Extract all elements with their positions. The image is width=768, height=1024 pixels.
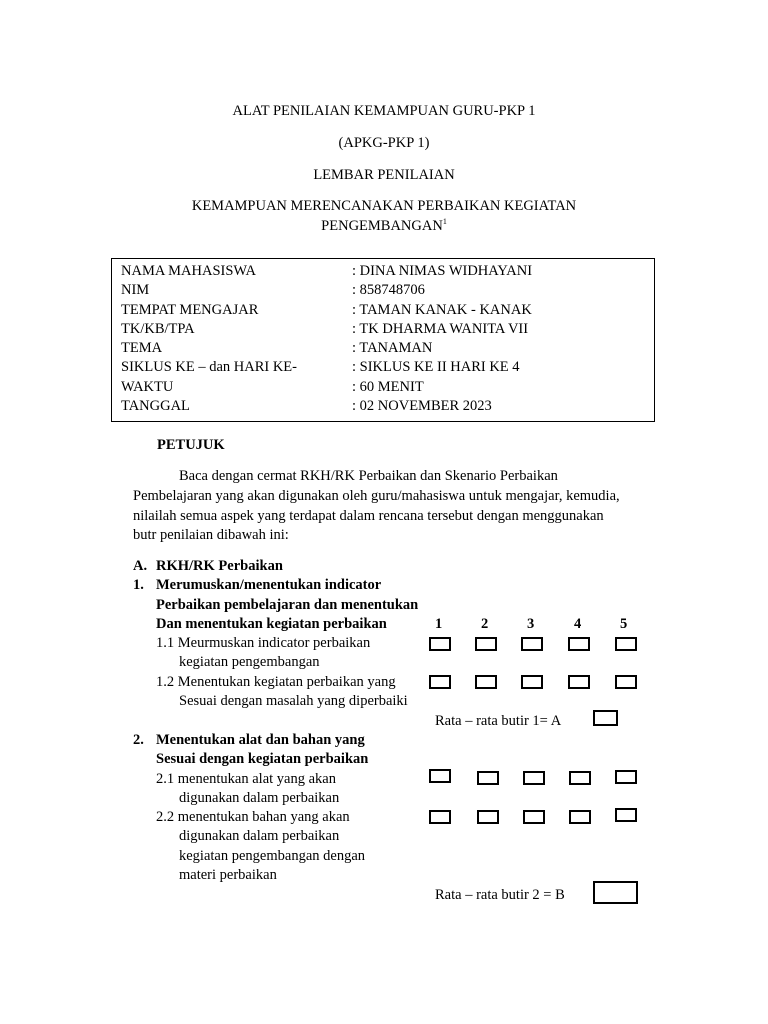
instructions-line: Pembelajaran yang akan digunakan oleh guru/mahasiswa untuk mengajar, kemudia, xyxy=(133,488,620,504)
score-box-2-1-1[interactable] xyxy=(429,769,451,783)
score-box-2-1-4[interactable] xyxy=(569,771,591,785)
item1-heading: Merumuskan/menentukan indicator xyxy=(156,577,382,593)
item2-number: 2. xyxy=(133,732,144,748)
section-a-title: RKH/RK Perbaikan xyxy=(156,558,283,574)
score-box-2-1-2[interactable] xyxy=(477,771,499,785)
item1-1-text: kegiatan pengembangan xyxy=(179,654,320,670)
item1-heading: Perbaikan pembelajaran dan menentukan xyxy=(156,597,419,613)
score-box-1-1-4[interactable] xyxy=(568,637,590,651)
item1-average-box[interactable] xyxy=(593,710,618,726)
info-label-place: TEMPAT MENGAJAR xyxy=(121,302,259,318)
doc-title: ALAT PENILAIAN KEMAMPUAN GURU-PKP 1 xyxy=(232,103,536,119)
score-box-2-1-5[interactable] xyxy=(615,770,637,784)
item2-average-label: Rata – rata butir 2 = B xyxy=(435,887,565,903)
scale-label-1: 1 xyxy=(435,616,443,632)
item2-2-text: kegiatan pengembangan dengan xyxy=(179,848,366,864)
competency-title-line2: PENGEMBANGAN$^1$ xyxy=(321,217,447,234)
score-box-1-1-3[interactable] xyxy=(521,637,543,651)
score-box-1-2-5[interactable] xyxy=(615,675,637,689)
score-box-1-2-4[interactable] xyxy=(568,675,590,689)
item2-heading: Sesuai dengan kegiatan perbaikan xyxy=(156,751,369,767)
score-box-2-2-1[interactable] xyxy=(429,810,451,824)
item1-1-text: 1.1 Meurmuskan indicator perbaikan xyxy=(156,635,371,651)
score-box-1-2-2[interactable] xyxy=(475,675,497,689)
scale-label-5: 5 xyxy=(620,616,628,632)
item1-2-text: 1.2 Menentukan kegiatan perbaikan yang xyxy=(156,674,396,690)
info-value-cycle: : SIKLUS KE II HARI KE 4 xyxy=(352,359,520,375)
item2-2-text: digunakan dalam perbaikan xyxy=(179,828,340,844)
item2-heading: Menentukan alat dan bahan yang xyxy=(156,732,365,748)
score-box-1-2-1[interactable] xyxy=(429,675,451,689)
item1-number: 1. xyxy=(133,577,144,593)
item2-2-text: materi perbaikan xyxy=(179,867,277,883)
info-value-time: : 60 MENIT xyxy=(352,379,424,395)
scale-label-4: 4 xyxy=(574,616,582,632)
instructions-line: Baca dengan cermat RKH/RK Perbaikan dan Skenario Perbaikan xyxy=(179,468,558,484)
info-value-place: : TAMAN KANAK - KANAK xyxy=(352,302,532,318)
scale-label-3: 3 xyxy=(527,616,535,632)
instructions-line: butr penilaian dibawah ini: xyxy=(133,527,289,543)
info-label-nim: NIM xyxy=(121,282,150,298)
item1-heading: Dan menentukan kegiatan perbaikan xyxy=(156,616,387,632)
info-label-name: NAMA MAHASISWA xyxy=(121,263,256,279)
score-box-1-2-3[interactable] xyxy=(521,675,543,689)
info-value-school: : TK DHARMA WANITA VII xyxy=(352,321,529,337)
info-value-theme: : TANAMAN xyxy=(352,340,433,356)
info-label-theme: TEMA xyxy=(121,340,163,356)
score-box-1-1-2[interactable] xyxy=(475,637,497,651)
item2-2-text: 2.2 menentukan bahan yang akan xyxy=(156,809,350,825)
instructions-line: nilailah semua aspek yang terdapat dalam rencana tersebut dengan menggunakan xyxy=(133,508,604,524)
info-label-cycle: SIKLUS KE – dan HARI KE- xyxy=(121,359,297,375)
info-value-nim: : 858748706 xyxy=(352,282,425,298)
info-value-date: : 02 NOVEMBER 2023 xyxy=(352,398,492,414)
item2-average-box[interactable] xyxy=(593,881,638,904)
score-box-2-2-2[interactable] xyxy=(477,810,499,824)
info-label-time: WAKTU xyxy=(121,379,174,395)
score-box-1-1-5[interactable] xyxy=(615,637,637,651)
score-box-2-1-3[interactable] xyxy=(523,771,545,785)
item1-average-label: Rata – rata butir 1= A xyxy=(435,713,562,729)
score-box-2-2-5[interactable] xyxy=(615,808,637,822)
score-box-1-1-1[interactable] xyxy=(429,637,451,651)
scale-label-2: 2 xyxy=(481,616,489,632)
competency-title-line1: KEMAMPUAN MERENCANAKAN PERBAIKAN KEGIATAN xyxy=(191,198,577,214)
doc-subtitle: (APKG-PKP 1) xyxy=(338,135,430,151)
section-a-marker: A. xyxy=(133,558,148,574)
instructions-title: PETUJUK xyxy=(157,437,225,453)
item1-2-text: Sesuai dengan masalah yang diperbaiki xyxy=(179,693,408,709)
sheet-title: LEMBAR PENILAIAN xyxy=(313,167,455,183)
score-box-2-2-4[interactable] xyxy=(569,810,591,824)
score-box-2-2-3[interactable] xyxy=(523,810,545,824)
info-label-date: TANGGAL xyxy=(121,398,190,414)
item2-1-text: digunakan dalam perbaikan xyxy=(179,790,340,806)
footnote-mark: 1 xyxy=(442,217,447,226)
info-value-name: : DINA NIMAS WIDHAYANI xyxy=(352,263,533,279)
item2-1-text: 2.1 menentukan alat yang akan xyxy=(156,771,336,787)
info-label-school: TK/KB/TPA xyxy=(121,321,195,337)
